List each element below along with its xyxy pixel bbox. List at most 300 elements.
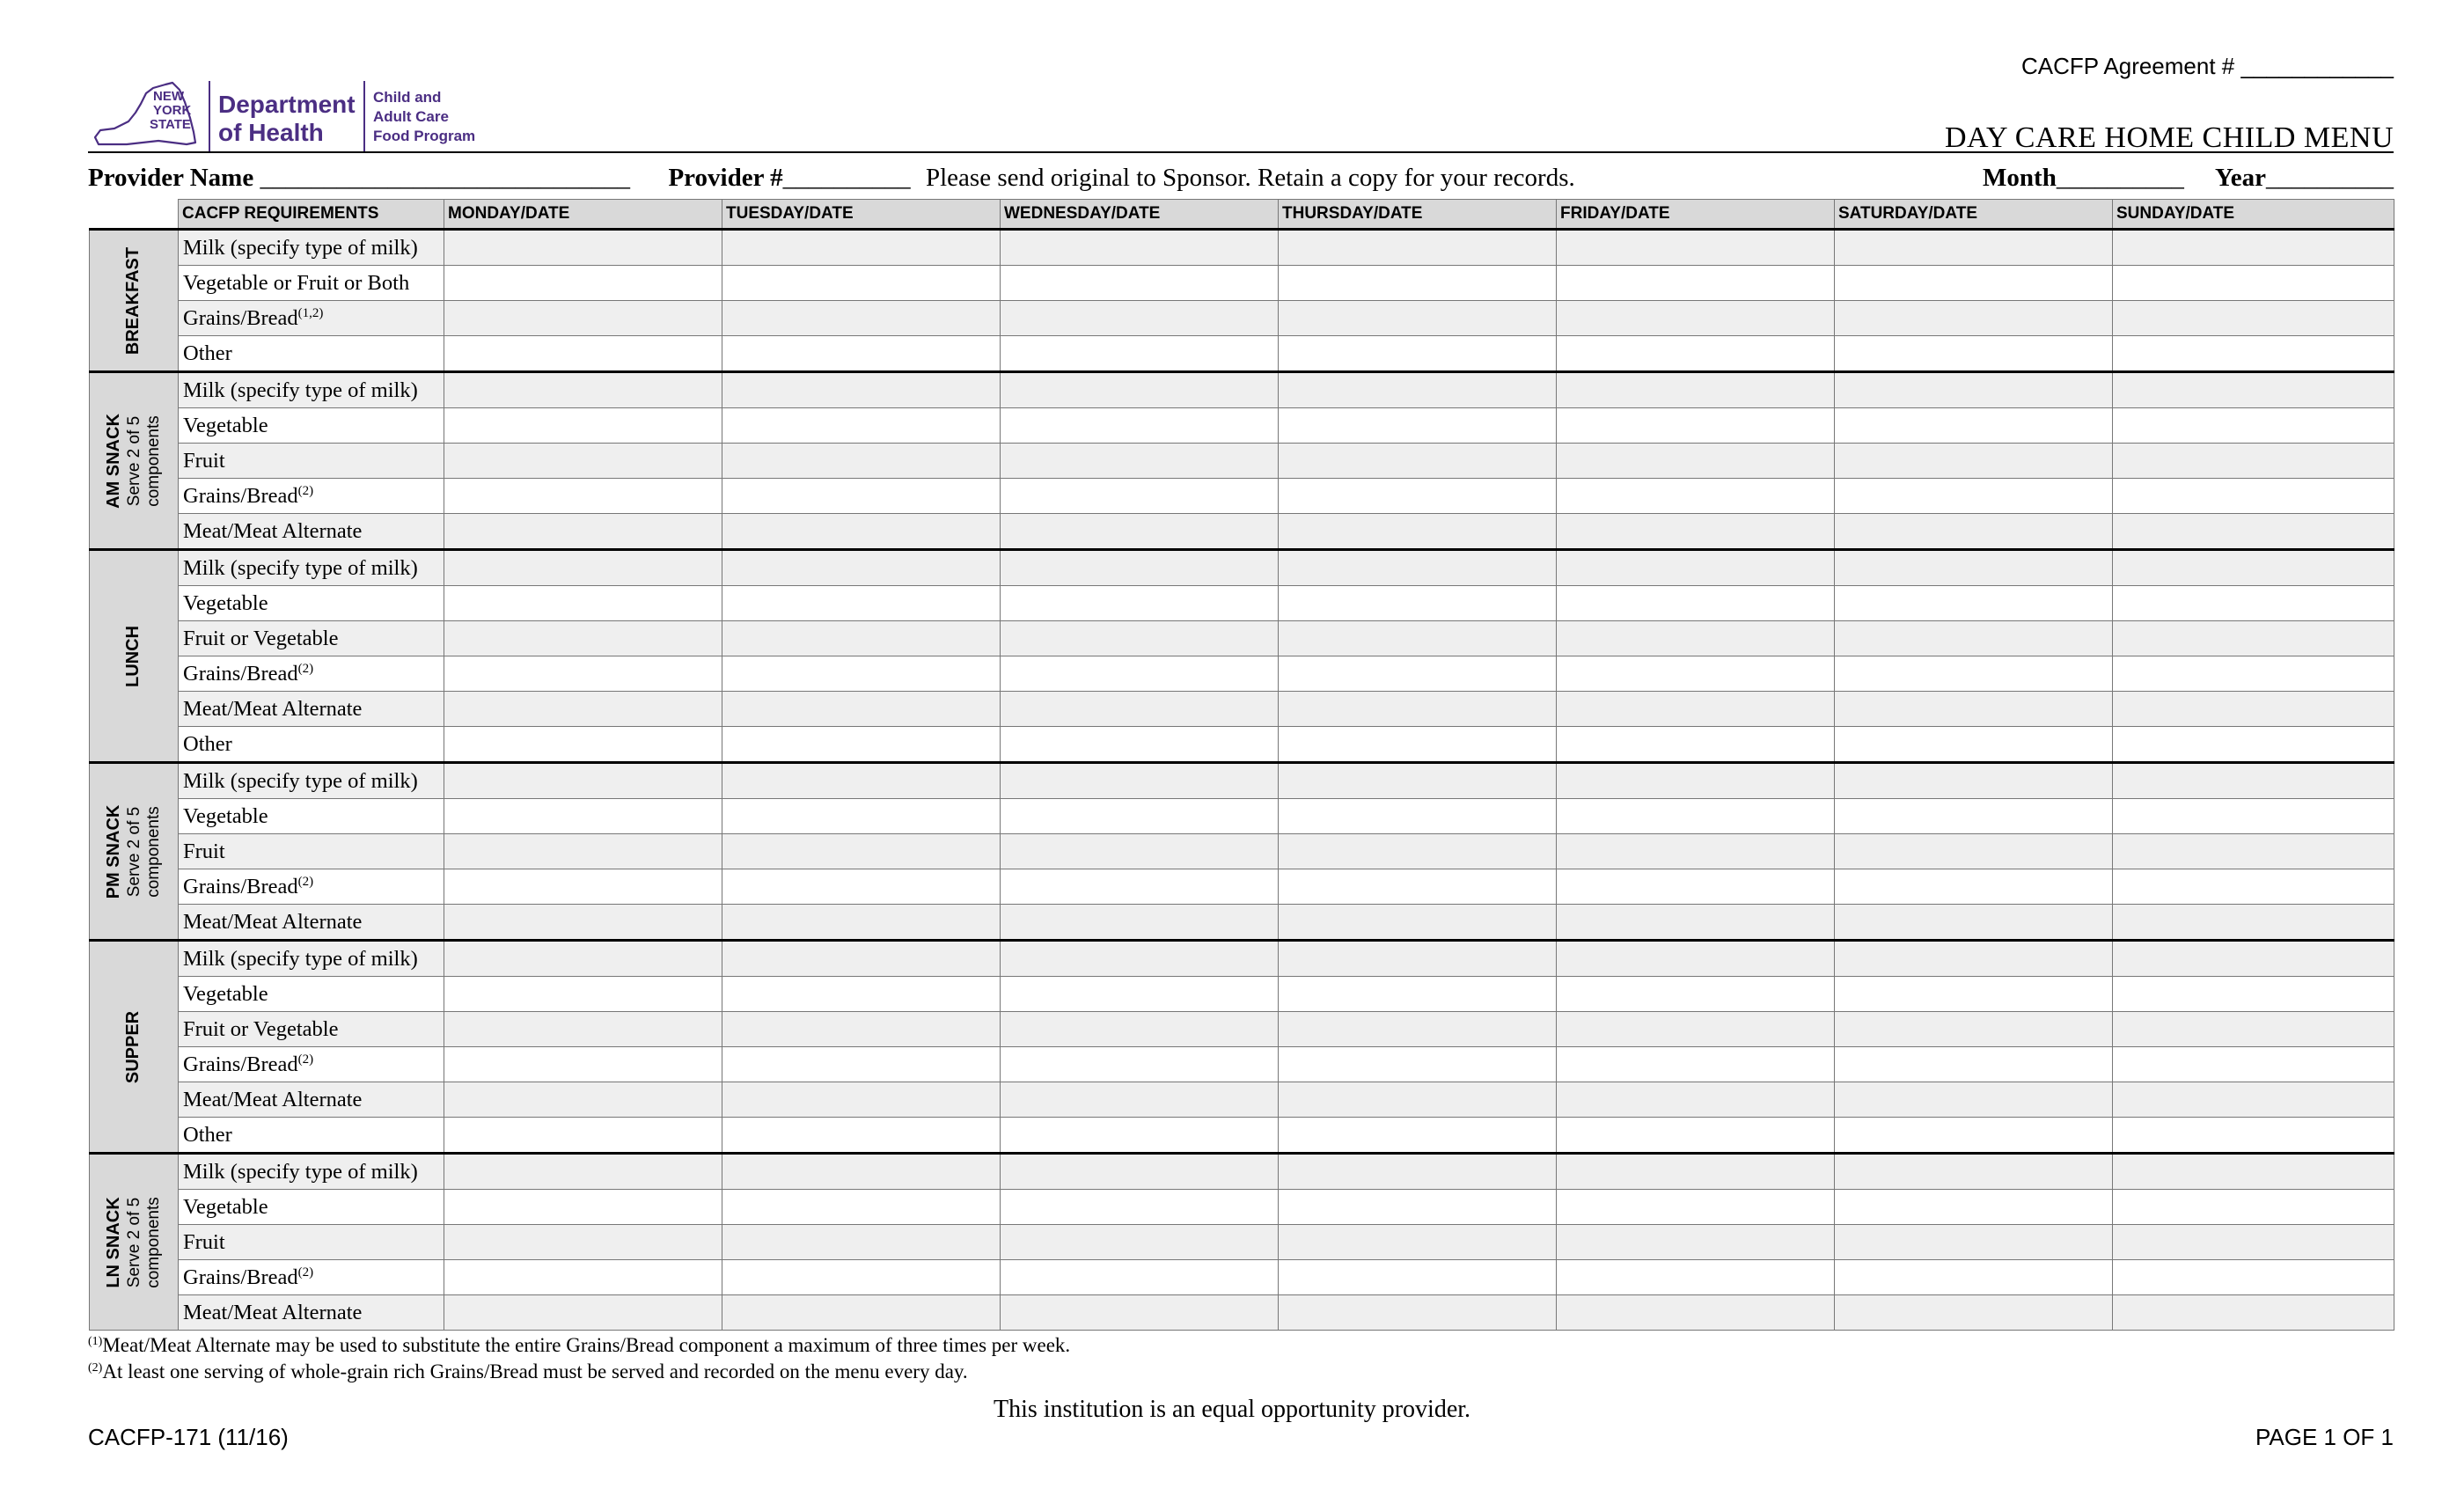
footnote-1	[88, 1334, 1070, 1357]
requirement-cell	[179, 941, 444, 977]
menu-entry-thursday[interactable]	[1279, 1118, 1557, 1154]
menu-entry-thursday[interactable]	[1279, 266, 1557, 301]
menu-entry-tuesday[interactable]	[722, 1190, 1001, 1225]
menu-entry-monday[interactable]	[444, 799, 722, 834]
col-header-tuesday: TUESDAY/DATE	[722, 200, 1001, 230]
menu-entry-friday[interactable]	[1557, 586, 1835, 621]
meal-name: AM SNACK	[103, 413, 123, 509]
menu-entry-thursday[interactable]	[1279, 763, 1557, 799]
menu-entry-saturday[interactable]	[1835, 372, 2113, 408]
menu-entry-sunday[interactable]	[2113, 550, 2394, 586]
meal-instruction-2: components	[143, 414, 163, 507]
menu-entry-monday[interactable]	[444, 479, 722, 514]
menu-entry-thursday[interactable]	[1279, 869, 1557, 905]
menu-entry-monday[interactable]	[444, 550, 722, 586]
menu-entry-sunday[interactable]	[2113, 372, 2394, 408]
menu-entry-thursday[interactable]	[1279, 372, 1557, 408]
menu-entry-saturday[interactable]	[1835, 1295, 2113, 1331]
meal-label-supper	[90, 941, 179, 1154]
requirement-text: Other	[183, 731, 232, 756]
menu-entry-wednesday[interactable]	[1001, 834, 1279, 869]
menu-entry-thursday[interactable]	[1279, 1154, 1557, 1190]
menu-entry-wednesday[interactable]	[1001, 1012, 1279, 1047]
menu-entry-monday[interactable]	[444, 514, 722, 550]
menu-entry-friday[interactable]	[1557, 1260, 1835, 1295]
menu-entry-sunday[interactable]	[2113, 479, 2394, 514]
table-row	[90, 444, 2394, 479]
menu-entry-saturday[interactable]	[1835, 230, 2113, 266]
menu-entry-monday[interactable]	[444, 230, 722, 266]
menu-entry-saturday[interactable]	[1835, 1082, 2113, 1118]
menu-entry-tuesday[interactable]	[722, 692, 1001, 727]
menu-entry-friday[interactable]	[1557, 621, 1835, 656]
menu-entry-tuesday[interactable]	[722, 444, 1001, 479]
menu-entry-saturday[interactable]	[1835, 1118, 2113, 1154]
menu-entry-tuesday[interactable]	[722, 656, 1001, 692]
menu-entry-wednesday[interactable]	[1001, 408, 1279, 444]
menu-entry-sunday[interactable]	[2113, 727, 2394, 763]
requirement-text: Meat/Meat Alternate	[183, 1087, 363, 1111]
footnote-2	[88, 1360, 968, 1383]
menu-entry-wednesday[interactable]	[1001, 266, 1279, 301]
menu-entry-saturday[interactable]	[1835, 905, 2113, 941]
menu-entry-friday[interactable]	[1557, 444, 1835, 479]
menu-entry-sunday[interactable]	[2113, 514, 2394, 550]
menu-entry-wednesday[interactable]	[1001, 869, 1279, 905]
menu-entry-sunday[interactable]	[2113, 941, 2394, 977]
menu-entry-tuesday[interactable]	[722, 763, 1001, 799]
menu-entry-tuesday[interactable]	[722, 336, 1001, 372]
requirement-text: Vegetable	[183, 413, 268, 437]
menu-entry-saturday[interactable]	[1835, 834, 2113, 869]
menu-entry-monday[interactable]	[444, 408, 722, 444]
table-row	[90, 727, 2394, 763]
menu-entry-wednesday[interactable]	[1001, 799, 1279, 834]
menu-entry-sunday[interactable]	[2113, 266, 2394, 301]
menu-entry-wednesday[interactable]	[1001, 1295, 1279, 1331]
menu-entry-friday[interactable]	[1557, 763, 1835, 799]
menu-entry-thursday[interactable]	[1279, 1295, 1557, 1331]
menu-entry-sunday[interactable]	[2113, 1118, 2394, 1154]
menu-entry-tuesday[interactable]	[722, 550, 1001, 586]
provider-line	[88, 164, 911, 193]
menu-entry-saturday[interactable]	[1835, 1012, 2113, 1047]
form-code: CACFP-171 (11/16)	[88, 1424, 289, 1450]
menu-entry-friday[interactable]	[1557, 977, 1835, 1012]
col-header-friday: FRIDAY/DATE	[1557, 200, 1835, 230]
requirement-text: Vegetable	[183, 590, 268, 615]
menu-entry-friday[interactable]	[1557, 266, 1835, 301]
menu-entry-thursday[interactable]	[1279, 656, 1557, 692]
footnote-1-text: Meat/Meat Alternate may be used to substitute the entire Grains/Bread component a maximum of three times per week.	[102, 1334, 1071, 1356]
meal-label-breakfast	[90, 230, 179, 372]
provider-number-label: Provider #	[668, 164, 783, 192]
menu-entry-thursday[interactable]	[1279, 301, 1557, 336]
menu-entry-saturday[interactable]	[1835, 444, 2113, 479]
menu-entry-monday[interactable]	[444, 763, 722, 799]
meal-name: SUPPER	[123, 1010, 143, 1083]
menu-entry-tuesday[interactable]	[722, 479, 1001, 514]
menu-entry-thursday[interactable]	[1279, 905, 1557, 941]
menu-entry-sunday[interactable]	[2113, 444, 2394, 479]
menu-entry-sunday[interactable]	[2113, 799, 2394, 834]
menu-entry-monday[interactable]	[444, 1012, 722, 1047]
menu-entry-thursday[interactable]	[1279, 621, 1557, 656]
menu-entry-saturday[interactable]	[1835, 336, 2113, 372]
menu-entry-thursday[interactable]	[1279, 230, 1557, 266]
menu-entry-friday[interactable]	[1557, 1295, 1835, 1331]
year-field[interactable]: __________	[2266, 164, 2394, 192]
menu-entry-thursday[interactable]	[1279, 1082, 1557, 1118]
footnote-1-mark: (1)	[88, 1335, 103, 1348]
menu-entry-wednesday[interactable]	[1001, 586, 1279, 621]
requirement-text: Vegetable or Fruit or Both	[183, 270, 410, 295]
table-row	[90, 1082, 2394, 1118]
menu-entry-thursday[interactable]	[1279, 1047, 1557, 1082]
menu-entry-tuesday[interactable]	[722, 1225, 1001, 1260]
menu-entry-monday[interactable]	[444, 1118, 722, 1154]
requirement-cell	[179, 799, 444, 834]
month-year-line	[1983, 164, 2394, 193]
agreement-number-field[interactable]: CACFP Agreement # ____________	[2020, 53, 2394, 79]
requirement-cell	[179, 656, 444, 692]
menu-entry-thursday[interactable]	[1279, 514, 1557, 550]
menu-entry-monday[interactable]	[444, 1190, 722, 1225]
menu-entry-wednesday[interactable]	[1001, 692, 1279, 727]
menu-entry-sunday[interactable]	[2113, 1154, 2394, 1190]
menu-entry-wednesday[interactable]	[1001, 977, 1279, 1012]
menu-entry-tuesday[interactable]	[722, 586, 1001, 621]
menu-entry-tuesday[interactable]	[722, 1260, 1001, 1295]
menu-entry-monday[interactable]	[444, 1295, 722, 1331]
meal-name: LN SNACK	[103, 1196, 123, 1288]
menu-entry-thursday[interactable]	[1279, 977, 1557, 1012]
meal-label-text	[123, 1010, 144, 1082]
menu-entry-sunday[interactable]	[2113, 656, 2394, 692]
menu-entry-thursday[interactable]	[1279, 1225, 1557, 1260]
menu-entry-wednesday[interactable]	[1001, 905, 1279, 941]
menu-entry-sunday[interactable]	[2113, 408, 2394, 444]
menu-entry-monday[interactable]	[444, 727, 722, 763]
requirement-cell	[179, 1047, 444, 1082]
logo-dept-1: Department	[218, 91, 356, 118]
footnote-ref: (2)	[297, 874, 314, 889]
requirement-cell	[179, 1190, 444, 1225]
menu-entry-sunday[interactable]	[2113, 586, 2394, 621]
meal-label-text	[104, 414, 164, 509]
menu-entry-friday[interactable]	[1557, 1047, 1835, 1082]
menu-entry-sunday[interactable]	[2113, 869, 2394, 905]
menu-entry-friday[interactable]	[1557, 514, 1835, 550]
requirement-text: Meat/Meat Alternate	[183, 696, 363, 721]
menu-entry-tuesday[interactable]	[722, 905, 1001, 941]
menu-entry-thursday[interactable]	[1279, 1012, 1557, 1047]
table-row	[90, 586, 2394, 621]
menu-entry-wednesday[interactable]	[1001, 941, 1279, 977]
menu-entry-friday[interactable]	[1557, 656, 1835, 692]
menu-entry-wednesday[interactable]	[1001, 444, 1279, 479]
menu-entry-friday[interactable]	[1557, 869, 1835, 905]
menu-entry-friday[interactable]	[1557, 230, 1835, 266]
menu-entry-tuesday[interactable]	[722, 834, 1001, 869]
requirement-text: Grains/Bread	[183, 1265, 298, 1289]
menu-entry-monday[interactable]	[444, 1260, 722, 1295]
requirement-cell	[179, 1154, 444, 1190]
footnote-2-text: At least one serving of whole-grain rich Grains/Bread must be served and recorded on the menu every day.	[102, 1360, 968, 1382]
requirement-cell	[179, 1118, 444, 1154]
menu-entry-friday[interactable]	[1557, 1190, 1835, 1225]
menu-entry-sunday[interactable]	[2113, 301, 2394, 336]
menu-entry-saturday[interactable]	[1835, 1225, 2113, 1260]
menu-entry-sunday[interactable]	[2113, 977, 2394, 1012]
menu-entry-thursday[interactable]	[1279, 586, 1557, 621]
menu-table	[89, 199, 2394, 1331]
menu-entry-wednesday[interactable]	[1001, 1082, 1279, 1118]
menu-entry-saturday[interactable]	[1835, 550, 2113, 586]
meal-name: BREAKFAST	[123, 246, 143, 355]
menu-entry-tuesday[interactable]	[722, 1295, 1001, 1331]
menu-entry-tuesday[interactable]	[722, 1118, 1001, 1154]
menu-entry-monday[interactable]	[444, 621, 722, 656]
logo-state-2: YORK	[153, 103, 192, 118]
menu-entry-monday[interactable]	[444, 372, 722, 408]
menu-entry-saturday[interactable]	[1835, 692, 2113, 727]
menu-entry-tuesday[interactable]	[722, 1082, 1001, 1118]
table-row	[90, 230, 2394, 266]
menu-entry-saturday[interactable]	[1835, 656, 2113, 692]
menu-entry-thursday[interactable]	[1279, 336, 1557, 372]
menu-entry-tuesday[interactable]	[722, 941, 1001, 977]
col-header-saturday: SATURDAY/DATE	[1835, 200, 2113, 230]
requirement-text: Grains/Bread	[183, 1052, 298, 1076]
menu-entry-monday[interactable]	[444, 869, 722, 905]
menu-entry-monday[interactable]	[444, 834, 722, 869]
meal-label-text	[123, 626, 144, 687]
header-rule	[88, 151, 2394, 153]
menu-entry-monday[interactable]	[444, 1154, 722, 1190]
menu-entry-sunday[interactable]	[2113, 1295, 2394, 1331]
menu-entry-wednesday[interactable]	[1001, 336, 1279, 372]
menu-entry-thursday[interactable]	[1279, 1190, 1557, 1225]
menu-entry-sunday[interactable]	[2113, 692, 2394, 727]
menu-entry-wednesday[interactable]	[1001, 1225, 1279, 1260]
menu-entry-saturday[interactable]	[1835, 727, 2113, 763]
menu-entry-monday[interactable]	[444, 656, 722, 692]
provider-name-field[interactable]: _____________________________	[260, 164, 630, 192]
menu-entry-sunday[interactable]	[2113, 1190, 2394, 1225]
menu-entry-friday[interactable]	[1557, 1225, 1835, 1260]
instructions: Please send original to Sponsor. Retain a copy for your records.	[926, 164, 1575, 192]
menu-entry-monday[interactable]	[444, 586, 722, 621]
menu-entry-friday[interactable]	[1557, 301, 1835, 336]
menu-entry-friday[interactable]	[1557, 550, 1835, 586]
menu-entry-thursday[interactable]	[1279, 479, 1557, 514]
menu-entry-sunday[interactable]	[2113, 1260, 2394, 1295]
menu-entry-friday[interactable]	[1557, 1012, 1835, 1047]
menu-entry-tuesday[interactable]	[722, 266, 1001, 301]
menu-entry-friday[interactable]	[1557, 1118, 1835, 1154]
menu-entry-sunday[interactable]	[2113, 1012, 2394, 1047]
menu-entry-wednesday[interactable]	[1001, 656, 1279, 692]
menu-entry-saturday[interactable]	[1835, 408, 2113, 444]
menu-entry-monday[interactable]	[444, 977, 722, 1012]
menu-entry-saturday[interactable]	[1835, 1154, 2113, 1190]
meal-label-text	[104, 1197, 164, 1288]
menu-entry-sunday[interactable]	[2113, 336, 2394, 372]
table-row	[90, 869, 2394, 905]
menu-entry-monday[interactable]	[444, 444, 722, 479]
menu-entry-wednesday[interactable]	[1001, 763, 1279, 799]
menu-entry-tuesday[interactable]	[722, 1047, 1001, 1082]
menu-entry-thursday[interactable]	[1279, 444, 1557, 479]
requirement-cell	[179, 372, 444, 408]
table-row	[90, 266, 2394, 301]
meal-label-lunch	[90, 550, 179, 763]
requirement-text: Milk (specify type of milk)	[183, 1159, 418, 1184]
menu-entry-monday[interactable]	[444, 1082, 722, 1118]
menu-entry-monday[interactable]	[444, 336, 722, 372]
provider-number-field[interactable]: __________	[782, 164, 911, 192]
menu-entry-thursday[interactable]	[1279, 692, 1557, 727]
menu-entry-tuesday[interactable]	[722, 1154, 1001, 1190]
table-row	[90, 550, 2394, 586]
menu-entry-wednesday[interactable]	[1001, 1047, 1279, 1082]
menu-entry-monday[interactable]	[444, 692, 722, 727]
menu-entry-wednesday[interactable]	[1001, 372, 1279, 408]
menu-entry-saturday[interactable]	[1835, 799, 2113, 834]
menu-entry-friday[interactable]	[1557, 727, 1835, 763]
meal-label-ln-snack	[90, 1154, 179, 1331]
meal-label-text	[123, 246, 144, 354]
menu-entry-wednesday[interactable]	[1001, 230, 1279, 266]
menu-entry-wednesday[interactable]	[1001, 479, 1279, 514]
menu-entry-wednesday[interactable]	[1001, 621, 1279, 656]
menu-entry-sunday[interactable]	[2113, 905, 2394, 941]
menu-entry-friday[interactable]	[1557, 692, 1835, 727]
menu-entry-tuesday[interactable]	[722, 514, 1001, 550]
requirement-text: Vegetable	[183, 981, 268, 1006]
requirement-cell	[179, 230, 444, 266]
menu-entry-tuesday[interactable]	[722, 408, 1001, 444]
menu-entry-wednesday[interactable]	[1001, 1154, 1279, 1190]
table-row	[90, 1260, 2394, 1295]
menu-entry-saturday[interactable]	[1835, 479, 2113, 514]
table-row	[90, 905, 2394, 941]
meal-instruction-2: components	[143, 805, 163, 898]
menu-entry-thursday[interactable]	[1279, 550, 1557, 586]
menu-entry-saturday[interactable]	[1835, 1047, 2113, 1082]
menu-entry-monday[interactable]	[444, 301, 722, 336]
requirement-cell	[179, 514, 444, 550]
menu-entry-saturday[interactable]	[1835, 266, 2113, 301]
menu-entry-thursday[interactable]	[1279, 408, 1557, 444]
menu-entry-friday[interactable]	[1557, 799, 1835, 834]
table-row	[90, 1047, 2394, 1082]
table-row	[90, 479, 2394, 514]
menu-entry-sunday[interactable]	[2113, 230, 2394, 266]
menu-entry-monday[interactable]	[444, 1047, 722, 1082]
menu-entry-friday[interactable]	[1557, 1082, 1835, 1118]
requirement-cell	[179, 834, 444, 869]
menu-entry-monday[interactable]	[444, 1225, 722, 1260]
menu-entry-tuesday[interactable]	[722, 727, 1001, 763]
menu-entry-sunday[interactable]	[2113, 1225, 2394, 1260]
equal-opportunity-statement: This institution is an equal opportunity provider.	[993, 1396, 1471, 1423]
menu-entry-saturday[interactable]	[1835, 977, 2113, 1012]
menu-entry-wednesday[interactable]	[1001, 727, 1279, 763]
menu-entry-wednesday[interactable]	[1001, 514, 1279, 550]
menu-entry-thursday[interactable]	[1279, 941, 1557, 977]
requirement-cell	[179, 444, 444, 479]
requirement-text: Other	[183, 341, 232, 365]
menu-entry-friday[interactable]	[1557, 1154, 1835, 1190]
menu-entry-monday[interactable]	[444, 266, 722, 301]
menu-entry-tuesday[interactable]	[722, 621, 1001, 656]
requirement-cell	[179, 336, 444, 372]
menu-entry-wednesday[interactable]	[1001, 301, 1279, 336]
menu-entry-thursday[interactable]	[1279, 799, 1557, 834]
menu-entry-friday[interactable]	[1557, 336, 1835, 372]
menu-entry-saturday[interactable]	[1835, 941, 2113, 977]
menu-entry-tuesday[interactable]	[722, 977, 1001, 1012]
menu-entry-tuesday[interactable]	[722, 301, 1001, 336]
menu-entry-friday[interactable]	[1557, 479, 1835, 514]
menu-entry-friday[interactable]	[1557, 941, 1835, 977]
menu-entry-tuesday[interactable]	[722, 1012, 1001, 1047]
meal-label-pm-snack	[90, 763, 179, 941]
page-number: PAGE 1 OF 1	[2255, 1424, 2394, 1450]
table-row	[90, 763, 2394, 799]
menu-entry-sunday[interactable]	[2113, 621, 2394, 656]
col-header-monday: MONDAY/DATE	[444, 200, 722, 230]
menu-entry-tuesday[interactable]	[722, 372, 1001, 408]
menu-entry-sunday[interactable]	[2113, 1082, 2394, 1118]
menu-entry-sunday[interactable]	[2113, 834, 2394, 869]
menu-entry-sunday[interactable]	[2113, 763, 2394, 799]
menu-entry-friday[interactable]	[1557, 408, 1835, 444]
menu-entry-saturday[interactable]	[1835, 621, 2113, 656]
requirement-text: Milk (specify type of milk)	[183, 555, 418, 580]
menu-entry-wednesday[interactable]	[1001, 1190, 1279, 1225]
menu-entry-friday[interactable]	[1557, 834, 1835, 869]
menu-entry-wednesday[interactable]	[1001, 1260, 1279, 1295]
menu-entry-wednesday[interactable]	[1001, 550, 1279, 586]
menu-entry-friday[interactable]	[1557, 372, 1835, 408]
menu-entry-thursday[interactable]	[1279, 727, 1557, 763]
menu-entry-thursday[interactable]	[1279, 834, 1557, 869]
menu-entry-friday[interactable]	[1557, 905, 1835, 941]
menu-entry-tuesday[interactable]	[722, 799, 1001, 834]
requirement-text: Meat/Meat Alternate	[183, 518, 363, 543]
menu-entry-saturday[interactable]	[1835, 514, 2113, 550]
menu-entry-monday[interactable]	[444, 941, 722, 977]
menu-entry-saturday[interactable]	[1835, 1190, 2113, 1225]
menu-entry-saturday[interactable]	[1835, 763, 2113, 799]
requirement-cell	[179, 869, 444, 905]
footnote-ref: (2)	[297, 661, 314, 676]
menu-entry-saturday[interactable]	[1835, 1260, 2113, 1295]
menu-entry-saturday[interactable]	[1835, 869, 2113, 905]
month-field[interactable]: __________	[2056, 164, 2184, 192]
menu-entry-sunday[interactable]	[2113, 1047, 2394, 1082]
menu-entry-tuesday[interactable]	[722, 230, 1001, 266]
menu-entry-saturday[interactable]	[1835, 301, 2113, 336]
menu-entry-thursday[interactable]	[1279, 1260, 1557, 1295]
menu-entry-saturday[interactable]	[1835, 586, 2113, 621]
menu-entry-tuesday[interactable]	[722, 869, 1001, 905]
menu-entry-monday[interactable]	[444, 905, 722, 941]
menu-entry-wednesday[interactable]	[1001, 1118, 1279, 1154]
